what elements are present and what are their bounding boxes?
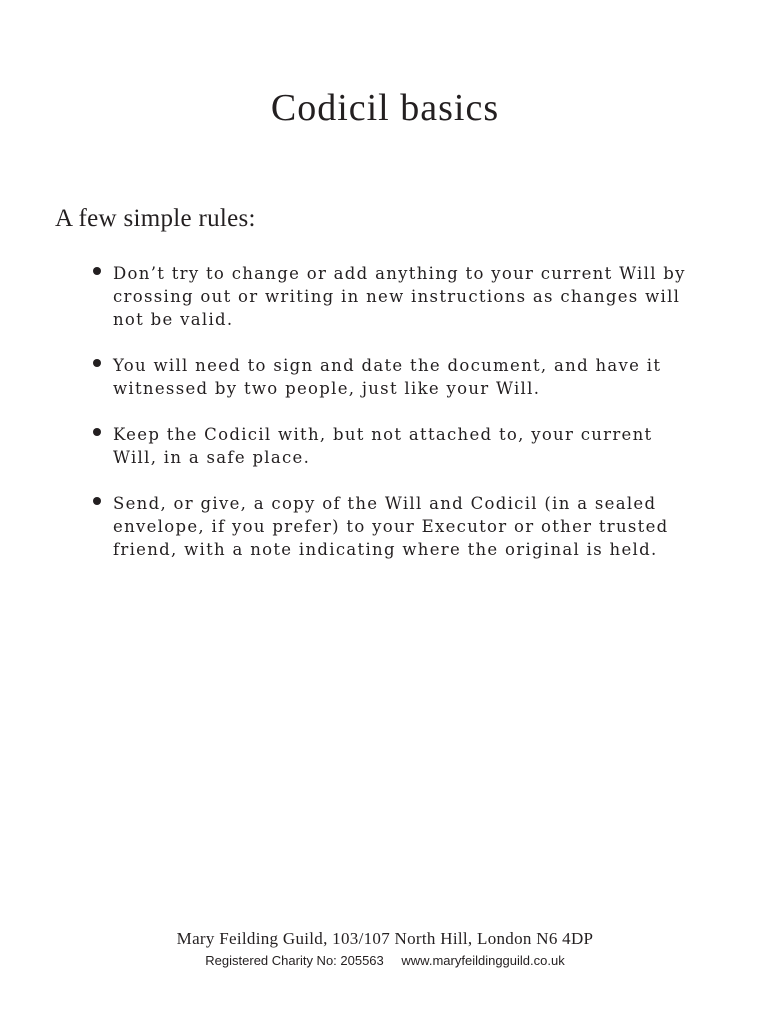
rule-item [0,423,703,469]
rule-item [0,262,703,331]
rule-item [0,492,703,561]
section-heading: A few simple rules: [55,205,256,232]
bullet-icon [93,267,101,275]
website-link[interactable]: www.maryfeildingguild.co.uk [401,953,565,968]
rule-item [0,354,703,400]
rule-text: Send, or give, a copy of the Will and Codicil (in a sealed envelope, if you prefer) to your Executor or other trusted friend, with a note indicating where the original is held. [113,494,669,559]
bullet-icon [93,428,101,436]
rules-list [0,262,770,584]
rule-text: You will need to sign and date the document, and have it witnessed by two people, just like your Will. [113,356,662,398]
charity-number: Registered Charity No: 205563 [205,953,384,968]
bullet-icon [93,497,101,505]
bullet-icon [93,359,101,367]
footer-address: Mary Feilding Guild, 103/107 North Hill, London N6 4DP [176,929,594,948]
page-title: Codicil basics [270,87,500,129]
rule-text: Don’t try to change or add anything to your current Will by crossing out or writing in new instructions as changes will not be valid. [113,264,686,329]
footer-meta [0,952,770,970]
rule-text: Keep the Codicil with, but not attached to, your current Will, in a safe place. [113,425,653,467]
